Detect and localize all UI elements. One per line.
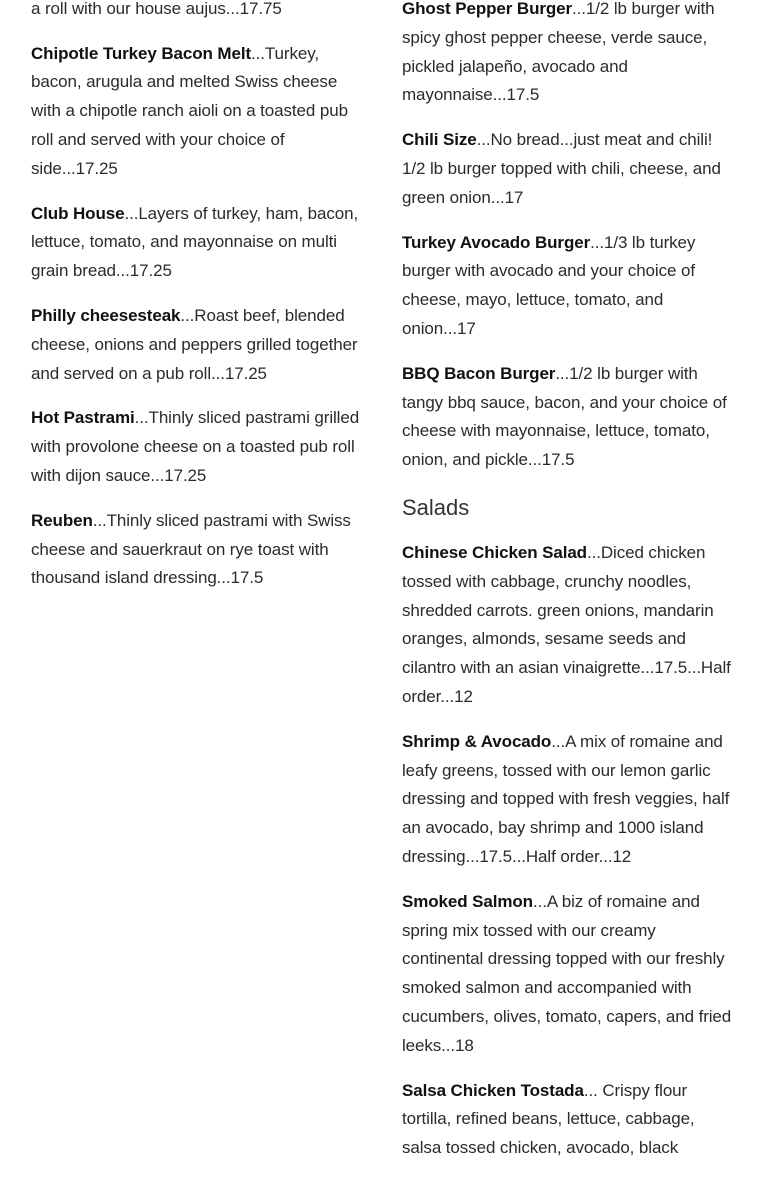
salads-heading: Salads bbox=[402, 494, 470, 520]
item-description: ...Thinly sliced pastrami grilled with provolone cheese on a toasted pub roll with dijon sauce...17.25 bbox=[31, 408, 360, 485]
item-name: Chinese Chicken Salad bbox=[402, 542, 587, 562]
menu-item-chinese-chicken-salad bbox=[402, 539, 738, 712]
item-name: Smoked Salmon bbox=[402, 891, 533, 911]
item-description: ...Turkey, bacon, arugula and melted Swiss cheese with a chipotle ranch aioli on a toasted pub roll and served with your choice of side...17.25 bbox=[31, 43, 348, 178]
left-menu-column bbox=[31, 0, 371, 609]
menu-item-club-house bbox=[31, 200, 371, 286]
item-name: Ghost Pepper Burger bbox=[402, 0, 573, 18]
item-name: Salsa Chicken Tostada bbox=[402, 1080, 584, 1100]
menu-item-smoked-salmon bbox=[402, 888, 738, 1061]
item-description: ...A biz of romaine and spring mix tossed with our creamy continental dressing topped with our freshly smoked salmon and accompanied with cucumbers, olives, tomato, capers, and fried leeks...18 bbox=[402, 891, 732, 1055]
item-description: ...A mix of romaine and leafy greens, tossed with our lemon garlic dressing and topped with fresh veggies, half an avocado, bay shrimp and 1000 island dressing...17.5...Half order...12 bbox=[402, 731, 730, 866]
item-description: a roll with our house aujus...17.75 bbox=[31, 0, 282, 18]
item-description: ...1/2 lb burger with tangy bbq sauce, bacon, and your choice of cheese with mayonnaise, lettuce, tomato, onion, and pickle...17.5 bbox=[402, 363, 727, 470]
item-name: Hot Pastrami bbox=[31, 408, 135, 428]
item-name: Chipotle Turkey Bacon Melt bbox=[31, 43, 252, 63]
item-description: ...1/2 lb burger with spicy ghost pepper cheese, verde sauce, pickled jalapeño, avocado and mayonnaise...17.5 bbox=[402, 0, 715, 105]
menu-item-ghost-pepper-burger bbox=[402, 0, 738, 110]
right-menu-column bbox=[402, 0, 738, 1179]
menu-item-chipotle-turkey-bacon-melt bbox=[31, 40, 371, 184]
item-name: Philly cheesesteak bbox=[31, 305, 181, 325]
menu-item-hot-pastrami bbox=[31, 404, 371, 490]
item-name: Club House bbox=[31, 203, 125, 223]
menu-item-shrimp-avocado bbox=[402, 728, 738, 872]
item-description: ...No bread...just meat and chili! 1/2 lb burger topped with chili, cheese, and green onion...17 bbox=[402, 130, 721, 207]
item-name: Chili Size bbox=[402, 130, 477, 150]
item-description: ...Roast beef, blended cheese, onions and peppers grilled together and served on a pub roll...17.25 bbox=[31, 305, 358, 383]
menu-item-french-dip bbox=[31, 0, 371, 24]
menu-item-philly-cheesesteak bbox=[31, 302, 371, 388]
menu-item-salsa-chicken-tostada bbox=[402, 1077, 738, 1163]
item-description: ...Layers of turkey, ham, bacon, lettuce, tomato, and mayonnaise on multi grain bread...17.25 bbox=[31, 203, 359, 281]
menu-item-reuben bbox=[31, 507, 371, 593]
menu-item-turkey-avocado-burger bbox=[402, 229, 738, 344]
item-name: Reuben bbox=[31, 510, 93, 530]
item-description: ...Diced chicken tossed with cabbage, crunchy noodles, shredded carrots. green onions, mandarin oranges, almonds, sesame seeds and cilantro with an asian vinaigrette...17.5...Half order...12 bbox=[402, 542, 731, 706]
item-description: ... Crispy flour tortilla, refined beans, lettuce, cabbage, salsa tossed chicken, avocado, black bbox=[402, 1080, 695, 1158]
item-description: ...Thinly sliced pastrami with Swiss cheese and sauerkraut on rye toast with thousand island dressing...17.5 bbox=[31, 510, 351, 588]
item-name: Shrimp & Avocado bbox=[402, 731, 552, 751]
item-name: Turkey Avocado Burger bbox=[402, 232, 591, 252]
menu-item-chili-size bbox=[402, 126, 738, 212]
item-description: ...1/3 lb turkey burger with avocado and your choice of cheese, mayo, lettuce, tomato, and onion...17 bbox=[402, 232, 696, 338]
menu-item-bbq-bacon-burger bbox=[402, 360, 738, 475]
item-name: BBQ Bacon Burger bbox=[402, 363, 556, 383]
